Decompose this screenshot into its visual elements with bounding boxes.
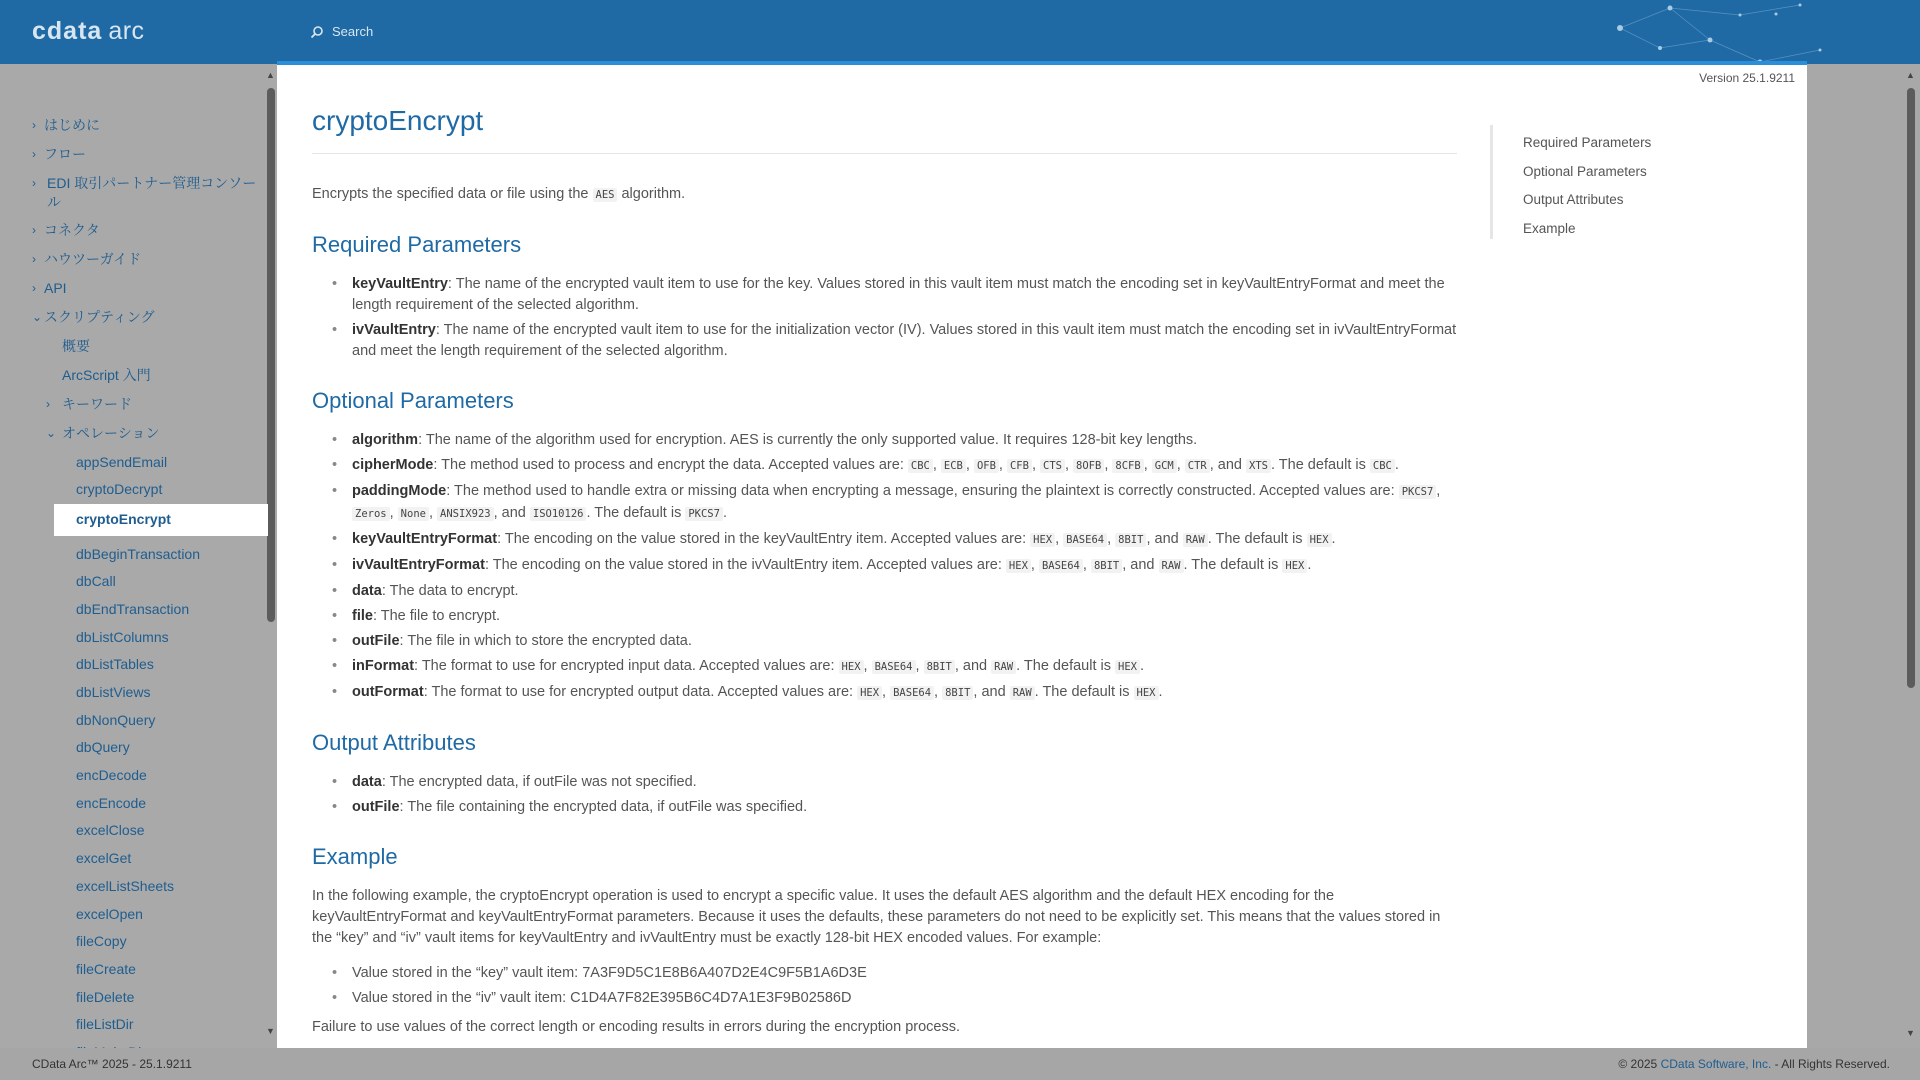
sidebar-item-connectors[interactable] [0, 221, 270, 241]
output-attributes-list [332, 772, 1457, 818]
content-panel [277, 61, 1807, 1048]
sidebar [0, 64, 278, 1048]
sidebar-item-operations[interactable] [0, 424, 270, 444]
sidebar-item-encdecode[interactable] [0, 766, 270, 785]
sidebar-item-label: cryptoDecrypt [76, 481, 163, 498]
sidebar-item-howto[interactable] [0, 250, 270, 270]
sidebar-item-label: ハウツーガイド [44, 251, 142, 267]
code-value: XTS [1246, 459, 1271, 473]
output-attributes-heading: Output Attributes [312, 730, 476, 755]
chevron-right-icon: › [32, 223, 36, 237]
toc-link-output-attributes[interactable]: Output Attributes [1523, 192, 1624, 207]
sidebar-item-excelget[interactable] [0, 849, 270, 868]
sidebar-item-flow[interactable] [0, 145, 270, 165]
article [312, 105, 1457, 1038]
code-value: 8OFB [1073, 459, 1104, 473]
code-value: BASE64 [890, 686, 934, 700]
list-item: • paddingMode: The method used to handle extra or missing data when encrypting a message, ensuring the plaintext is correctly constructed. Accepted values are: PKCS7 , Zeros , None , ANSIX923 , and ISO10126 . The default is PKCS7 . [332, 481, 1457, 525]
required-parameters-heading: Required Parameters [312, 232, 522, 257]
list-item: • file: The file to encrypt. [332, 606, 1457, 627]
list-item: • Value stored in the “key” vault item: 7A3F9D5C1E8B6A407D2E4C9F5B1A6D3E [332, 963, 1457, 984]
sidebar-item-label: dbListViews [76, 684, 151, 700]
list-item: • algorithm: The name of the algorithm used for encryption. AES is currently the only supported value. It requires 128-bit key lengths. [332, 430, 1457, 451]
chevron-right-icon: › [32, 118, 36, 132]
sidebar-item-label: ArcScript 入門 [62, 367, 151, 383]
code-value: HEX [857, 686, 882, 700]
list-item: • data: The encrypted data, if outFile was not specified. [332, 772, 1457, 793]
chevron-down-icon: ⌄ [32, 310, 43, 324]
chevron-right-icon: › [32, 281, 36, 295]
sidebar-item-label: fileListDir [76, 1016, 134, 1033]
version-label: Version 25.1.9211 [1699, 71, 1795, 85]
sidebar-item-dblisttables[interactable] [0, 655, 270, 674]
list-item: • cipherMode: The method used to process and encrypt the data. Accepted values are: CBC , ECB , OFB , CFB , CTS , 8OFB , 8CFB , GCM , CTR , and XTS . The default is CBC . [332, 455, 1457, 477]
code-value: Zeros [352, 507, 390, 521]
toc-link-optional-parameters[interactable]: Optional Parameters [1523, 163, 1647, 179]
list-item: • Value stored in the “iv” vault item: C1D4A7F82E395B6C4D7A1E3F9B02586D [332, 988, 1457, 1009]
page-title: cryptoEncrypt [312, 105, 1457, 154]
page-scroll-up-arrow-icon[interactable]: ▲ [1906, 70, 1915, 80]
sidebar-item-label: コネクタ [44, 222, 100, 238]
code-value: None [398, 507, 429, 521]
chevron-right-icon: › [32, 147, 36, 161]
list-item: • outFile: The file containing the encrypted data, if outFile was specified. [332, 797, 1457, 818]
code-value: BASE64 [1063, 533, 1107, 547]
code-value: CFB [1007, 459, 1032, 473]
sidebar-item-filelistdir[interactable] [0, 1015, 270, 1034]
code-value: RAW [991, 660, 1016, 674]
logo-brand: cdata [32, 17, 103, 45]
optional-parameters-heading: Optional Parameters [312, 388, 514, 413]
sidebar-item-label: dbEndTransaction [76, 600, 190, 617]
code-value: ANSIX923 [437, 507, 494, 521]
intro-paragraph: Encrypts the specified data or file using the AES algorithm. [312, 186, 686, 202]
sidebar-item-label: fileDelete [76, 988, 135, 1005]
sidebar-item-label: appSendEmail [76, 453, 168, 470]
chevron-down-icon: ⌄ [46, 426, 57, 440]
list-item: • ivVaultEntryFormat: The encoding on the value stored in the ivVaultEntry item. Accepted values are: HEX , BASE64 , 8BIT , and RAW . The default is HEX . [332, 555, 1457, 577]
search-input[interactable]: Search [332, 24, 374, 39]
sidebar-item-label: EDI 取引パートナー管理コンソール [47, 175, 257, 210]
example-heading: Example [312, 844, 398, 869]
footer-product-version: CData Arc™ 2025 - 25.1.9211 [32, 1057, 192, 1071]
code-value: CTS [1040, 459, 1065, 473]
code-value: CBC [908, 459, 933, 473]
network-decoration-icon [1560, 0, 1920, 64]
sidebar-item-label: fileCreate [76, 960, 136, 977]
code-value: CTR [1185, 459, 1210, 473]
code-value: 8BIT [1115, 533, 1146, 547]
sidebar-item-hajimeni[interactable] [0, 116, 270, 136]
chevron-right-icon: › [32, 252, 36, 266]
footer-copyright: © 2025 CData Software, Inc. - All Rights Reserved. [1618, 1057, 1890, 1071]
code-value: HEX [1006, 559, 1031, 573]
sidebar-item-label: キーワード [62, 396, 132, 412]
toc-link-required-parameters[interactable]: Required Parameters [1523, 135, 1652, 150]
sidebar-item-dblistcolumns[interactable] [0, 628, 270, 647]
code-value: PKCS7 [1399, 485, 1437, 499]
company-link[interactable]: CData Software, Inc. [1660, 1057, 1772, 1071]
page-scroll-down-arrow-icon[interactable]: ▼ [1906, 1028, 1915, 1038]
sidebar-item-dbnonquery[interactable] [0, 711, 270, 730]
sidebar-item-cryptodecrypt[interactable] [0, 480, 270, 499]
code-value: BASE64 [872, 660, 916, 674]
sidebar-item-label: dbNonQuery [76, 711, 156, 728]
list-item: • outFormat: The format to use for encrypted output data. Accepted values are: HEX , BASE64 , 8BIT , and RAW . The default is HEX . [332, 682, 1457, 704]
sidebar-item-label: dbListTables [76, 656, 154, 673]
sidebar-item-label: excelGet [76, 850, 132, 867]
code-value: 8BIT [1091, 559, 1122, 573]
code-value: ISO10126 [530, 507, 587, 521]
list-item: • inFormat: The format to use for encrypted input data. Accepted values are: HEX , BASE64 , 8BIT , and RAW . The default is HEX . [332, 656, 1457, 678]
chevron-right-icon: › [32, 176, 36, 190]
sidebar-item-api[interactable] [0, 279, 270, 299]
code-value: HEX [839, 660, 864, 674]
required-parameters-list [332, 274, 1457, 362]
sidebar-item-encencode[interactable] [0, 794, 270, 813]
sidebar-item-label: はじめに [44, 117, 100, 133]
sidebar-item-label: オペレーション [62, 425, 160, 441]
scroll-down-arrow-icon[interactable]: ▼ [266, 1026, 275, 1036]
code-value: 8CFB [1112, 459, 1143, 473]
cdata-arc-logo[interactable] [32, 17, 145, 46]
code-value: 8BIT [924, 660, 955, 674]
sidebar-item-dbbegintransaction[interactable] [0, 545, 270, 564]
code-value: RAW [1159, 559, 1184, 573]
footer [0, 1048, 1920, 1080]
code-value: RAW [1183, 533, 1208, 547]
trailing-paragraph: Failure to use values of the correct length or encoding results in errors during the encryption process. [312, 1019, 961, 1035]
example-values-list [332, 963, 1457, 1009]
code-value: RAW [1010, 686, 1035, 700]
chevron-right-icon: › [46, 397, 50, 411]
sidebar-item-dbquery[interactable] [0, 738, 270, 757]
top-bar [0, 0, 1920, 64]
sidebar-item-label: dbCall [76, 573, 116, 590]
logo-product: arc [108, 17, 145, 45]
sidebar-item-label: スクリプティング [44, 309, 155, 325]
sidebar-item-filecreate[interactable] [0, 960, 270, 979]
scroll-up-arrow-icon[interactable]: ▲ [266, 70, 275, 80]
sidebar-item-excellistsheets[interactable] [0, 877, 270, 896]
optional-parameters-list [332, 430, 1457, 704]
sidebar-item-label: 概要 [62, 338, 90, 354]
sidebar-item-label: dbListColumns [76, 628, 169, 645]
code-value: GCM [1152, 459, 1177, 473]
code-value: BASE64 [1039, 559, 1083, 573]
sidebar-item-edi[interactable] [0, 174, 262, 212]
sidebar-nav [0, 116, 270, 1062]
sidebar-item-overview[interactable] [0, 337, 270, 357]
sidebar-item-dblistviews[interactable] [0, 683, 270, 702]
sidebar-item-filedelete[interactable] [0, 988, 270, 1007]
list-item: • keyVaultEntryFormat: The encoding on the value stored in the keyVaultEntry item. Accepted values are: HEX , BASE64 , 8BIT , and RAW . The default is HEX . [332, 529, 1457, 551]
sidebar-item-excelclose[interactable] [0, 821, 270, 840]
sidebar-item-label: encDecode [76, 767, 147, 784]
list-item: • ivVaultEntry: The name of the encrypted vault item to use for the initialization vector (IV). Values stored in this vault item must match the encoding set in ivVaultEntryFormat and meet the length requirement of the selected algorithm. [332, 320, 1457, 362]
sidebar-item-label: フロー [44, 146, 86, 162]
code-value: ECB [941, 459, 966, 473]
sidebar-item-label: dbBeginTransaction [76, 545, 201, 562]
sidebar-item-label: excelListSheets [76, 877, 175, 894]
code-value: HEX [1030, 533, 1055, 547]
list-item: • data: The data to encrypt. [332, 581, 1457, 602]
search-box[interactable] [310, 24, 373, 39]
sidebar-item-label: dbQuery [76, 739, 130, 756]
sidebar-item-label: excelClose [76, 822, 145, 839]
table-of-contents [1490, 125, 1740, 239]
sidebar-item-scripting[interactable] [0, 308, 270, 328]
sidebar-item-keywords[interactable] [0, 395, 270, 415]
code-value: OFB [974, 459, 999, 473]
sidebar-item-label: encEncode [76, 794, 147, 811]
sidebar-item-label: cryptoEncrypt [76, 511, 171, 528]
operations-list [0, 453, 270, 1062]
sidebar-item-arcscript-intro[interactable] [0, 366, 270, 386]
code-value: 8BIT [942, 686, 973, 700]
sidebar-item-dbcall[interactable] [0, 572, 270, 591]
sidebar-item-dbendtransaction[interactable] [0, 600, 270, 619]
page-scrollbar-thumb[interactable] [1907, 88, 1915, 688]
sidebar-item-label: API [44, 280, 67, 296]
sidebar-item-excelopen[interactable] [0, 905, 270, 924]
sidebar-item-label: fileCopy [76, 933, 127, 950]
code-aes: AES [593, 188, 618, 202]
example-paragraph: In the following example, the cryptoEncrypt operation is used to encrypt a specific value. It uses the default AES algorithm and the default HEX encoding for the keyVaultEntryFormat and keyVaultEntryFormat parameters. Because it uses the defaults, these parameters do not need to be explicitly set. This means that the values stored in the “key” and “iv” vault items for keyVaultEntry and ivVaultEntry must be exactly 128-bit HEX encoded values. For example: [312, 888, 1441, 946]
sidebar-item-appsendemail[interactable] [0, 453, 270, 472]
sidebar-item-label: excelOpen [76, 905, 143, 922]
toc-link-example[interactable]: Example [1523, 220, 1576, 236]
sidebar-item-cryptoencrypt[interactable] [54, 504, 268, 536]
list-item: • keyVaultEntry: The name of the encrypted vault item to use for the key. Values stored in this vault item must match the encoding set in keyVaultEntryFormat and meet the length requirement of the selected algorithm. [332, 274, 1457, 316]
search-icon [310, 25, 324, 39]
list-item: • outFile: The file in which to store the encrypted data. [332, 631, 1457, 652]
sidebar-item-filecopy[interactable] [0, 932, 270, 951]
